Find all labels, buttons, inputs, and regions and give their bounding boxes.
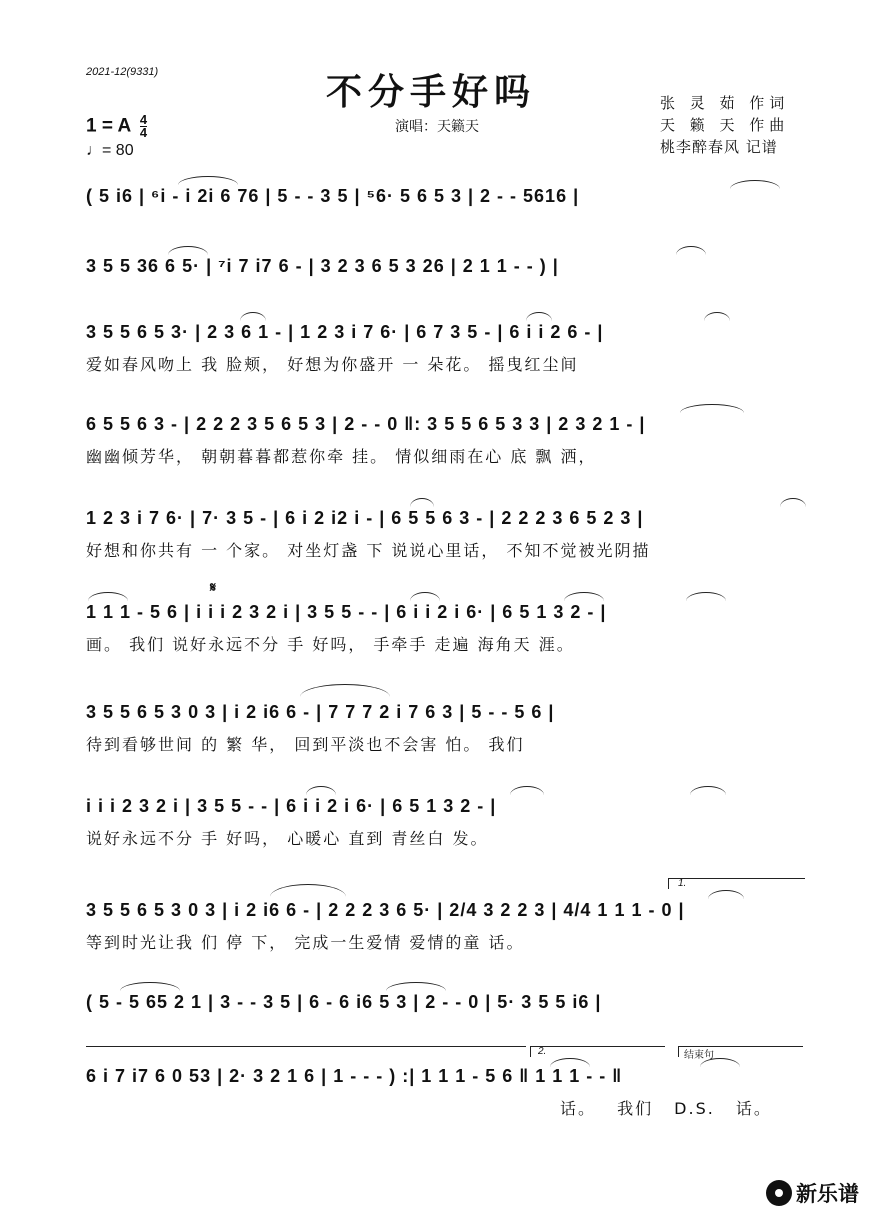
slur bbox=[708, 890, 744, 899]
lyric-line-7: 待到看够世间 的 繁 华， 回到平淡也不会害 怕。 我们 bbox=[86, 735, 525, 754]
notation-line-5: 1 2 3 i 7 6· | 7· 3 5 - | 6 i 2 i2 i - | 6 5 5 6 3 - | 2 2 2 3 6 5 2 3 | bbox=[86, 508, 644, 528]
singer-credit: 演唱：天籁天 bbox=[395, 119, 479, 135]
lyric-line-11: 话。 我们 D.S. 话。 bbox=[560, 1099, 772, 1118]
slur bbox=[780, 498, 806, 507]
slur bbox=[270, 884, 346, 897]
lyric-line-8: 说好永远不分 手 好吗， 心暖心 直到 青丝白 发。 bbox=[86, 829, 489, 848]
slur bbox=[550, 1058, 590, 1067]
lyric-line-4: 幽幽倾芳华， 朝朝暮暮都惹你牵 挂。 情似细雨在心 底 飘 洒， bbox=[86, 447, 597, 466]
time-signature bbox=[140, 114, 147, 139]
notation-line-3: 3 5 5 6 5 3· | 2 3 6 1 - | 1 2 3 i 7 6· | 6 7 3 5 - | 6 i i 2 6 - | bbox=[86, 322, 604, 342]
volta-bracket-2 bbox=[530, 1046, 665, 1057]
lyric-line-6: 画。 我们 说好永远不分 手 好吗， 手牵手 走遍 海角天 涯。 bbox=[86, 635, 575, 654]
volta-label-2: 2. bbox=[538, 1046, 547, 1057]
notation-line-1: ( 5 i6 | ⁶i - i 2i 6 76 | 5 - - 3 5 | ⁵6· 5 6 5 3 | 2 - - 5616 | bbox=[86, 186, 580, 206]
slur bbox=[730, 180, 780, 189]
slur bbox=[240, 312, 266, 321]
slur bbox=[120, 982, 180, 991]
divider-line bbox=[86, 1046, 526, 1047]
time-top: 4 bbox=[139, 112, 148, 127]
notation-line-10: ( 5 - 5 65 2 1 | 3 - - 3 5 | 6 - 6 i6 5 3 | 2 - - 0 | 5· 3 5 5 i6 | bbox=[86, 992, 602, 1012]
vinyl-disc-icon bbox=[766, 1180, 792, 1206]
key-signature bbox=[86, 114, 147, 139]
site-logo bbox=[766, 1178, 859, 1208]
notation-line-7: 3 5 5 6 5 3 0 3 | i 2 i6 6 - | 7 7 7 2 i 7 6 3 | 5 - - 5 6 | bbox=[86, 702, 555, 722]
slur bbox=[386, 982, 446, 991]
volta-label-1: 1. bbox=[678, 878, 687, 889]
logo-text: 新乐谱 bbox=[796, 1182, 859, 1206]
lyric-line-3: 爱如春风吻上 我 脸颊， 好想为你盛开 一 朵花。 摇曳红尘间 bbox=[86, 355, 579, 374]
slur bbox=[704, 312, 730, 321]
slur bbox=[410, 498, 434, 507]
notation-line-11: 6 i 7 i7 6 0 53 | 2· 3 2 1 6 | 1 - - - ) :| 1 1 1 - 5 6 ‖ 1 1 1 - - ‖ bbox=[86, 1066, 623, 1086]
score-code: 2021-12(9331) bbox=[86, 66, 159, 78]
slur bbox=[526, 312, 552, 321]
slur bbox=[700, 1058, 740, 1067]
slur bbox=[168, 246, 208, 255]
slur bbox=[564, 592, 604, 601]
notation-line-2: 3 5 5 36 6 5· | ⁷i 7 i7 6 - | 3 2 3 6 5 3 26 | 2 1 1 - - ) | bbox=[86, 256, 559, 276]
notation-line-4: 6 5 5 6 3 - | 2 2 2 3 5 6 5 3 | 2 - - 0 ‖: 3 5 5 6 5 3 3 | 2 3 2 1 - | bbox=[86, 414, 646, 434]
time-bottom: 4 bbox=[139, 125, 148, 140]
transcriber-credit: 桃李醉春风 记谱 bbox=[660, 138, 778, 156]
key-label: 1 = A bbox=[86, 115, 131, 137]
slur bbox=[510, 786, 544, 795]
slur bbox=[690, 786, 726, 795]
segno-sign: 𝄋 bbox=[210, 580, 217, 596]
notation-line-8: i i i 2 3 2 i | 3 5 5 - - | 6 i i 2 i 6· | 6 5 1 3 2 - | bbox=[86, 796, 497, 816]
tempo-mark: ♩= 80 bbox=[86, 142, 134, 159]
slur bbox=[680, 404, 744, 413]
lyric-line-5: 好想和你共有 一 个家。 对坐灯盏 下 说说心里话， 不知不觉被光阴描 bbox=[86, 541, 651, 560]
ending-label: 结束句 bbox=[684, 1050, 714, 1061]
slur bbox=[300, 684, 390, 697]
slur bbox=[686, 592, 726, 601]
slur bbox=[410, 592, 440, 601]
slur bbox=[306, 786, 336, 795]
slur bbox=[88, 592, 128, 601]
notation-line-6: 1 1 1 - 5 6 | i i i 2 3 2 i | 3 5 5 - - | 6 i i 2 i 6· | 6 5 1 3 2 - | bbox=[86, 602, 607, 622]
composer-credit: 天 籁 天 作曲 bbox=[660, 116, 790, 134]
page-title: 不分手好吗 bbox=[326, 71, 537, 113]
volta-bracket-1 bbox=[668, 878, 805, 889]
notation-line-9: 3 5 5 6 5 3 0 3 | i 2 i6 6 - | 2 2 2 3 6 5· | 2/4 3 2 2 3 | 4/4 1 1 1 - 0 | bbox=[86, 900, 685, 920]
lyricist-credit: 张 灵 茹 作词 bbox=[660, 94, 790, 112]
slur bbox=[676, 246, 706, 255]
slur bbox=[178, 176, 238, 185]
lyric-line-9: 等到时光让我 们 停 下， 完成一生爱情 爱情的童 话。 bbox=[86, 933, 525, 952]
